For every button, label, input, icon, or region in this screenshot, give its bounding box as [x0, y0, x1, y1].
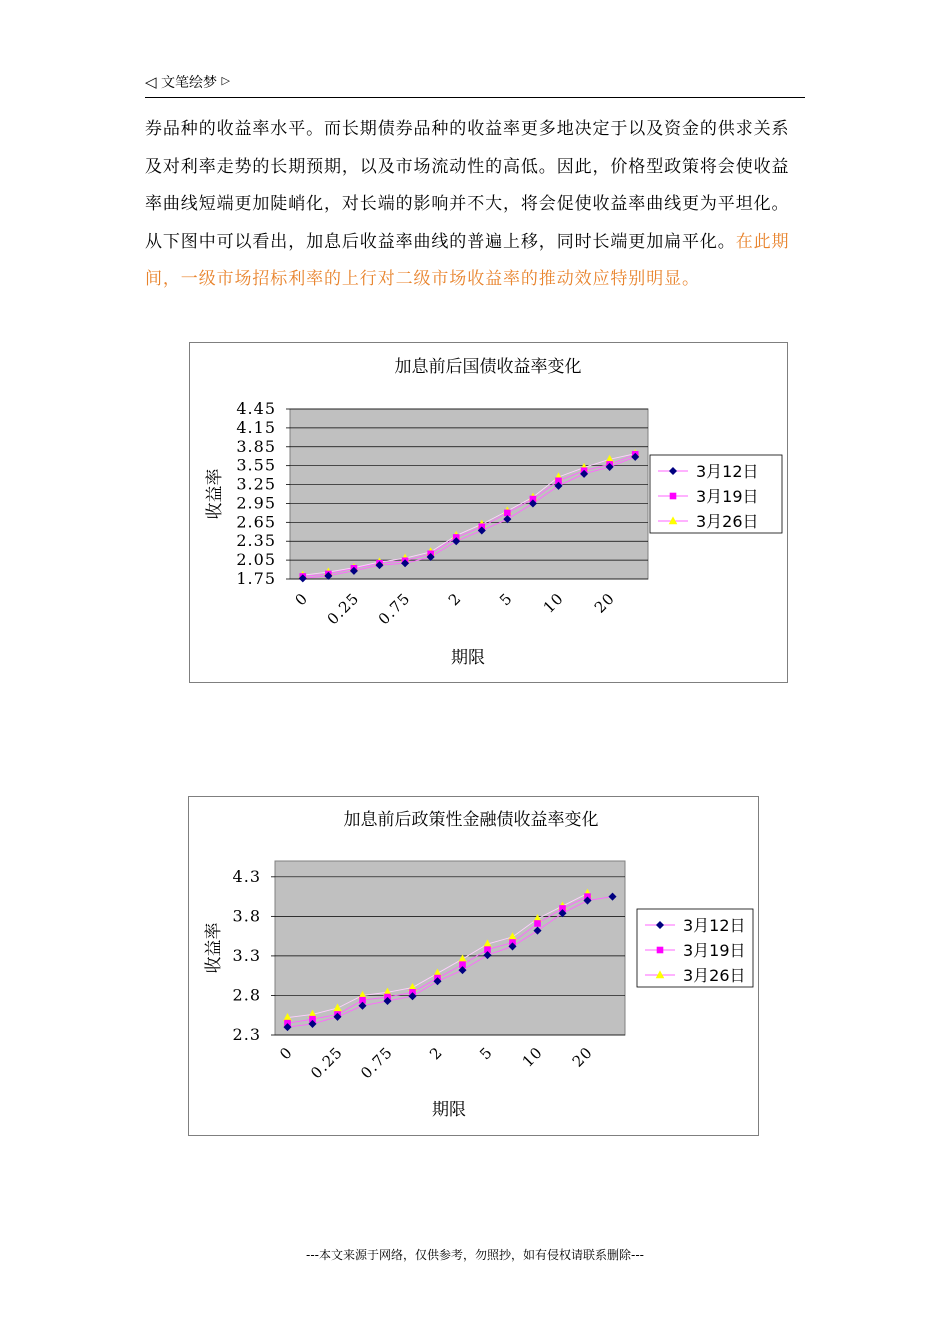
header-divider	[145, 97, 805, 98]
x-tick-label: 0.25	[323, 589, 363, 629]
legend-label: 3月19日	[696, 487, 759, 506]
x-tick-label: 0.75	[357, 1043, 397, 1083]
x-tick-label: 20	[568, 1043, 597, 1071]
legend-marker	[670, 493, 676, 499]
y-tick-label: 3.8	[232, 906, 261, 926]
triangle-left-icon: ◁	[145, 73, 157, 91]
body-text: 券品种的收益率水平。而长期债券品种的收益率更多地决定于以及资金的供求关系及对利率走势的长期预期，以及市场流动性的高低。因此，价格型政策将会使收益率曲线短端更加陡峭化，对长端的影响并不大，将会促使收益率曲线更为平坦化。从下图中可以看出，加息后收益率曲线的普遍上移，同时长端更加扁平化。	[145, 119, 790, 252]
triangle-right-icon: ▷	[221, 74, 230, 87]
plot-area	[275, 861, 625, 1035]
legend-marker	[657, 947, 663, 953]
x-tick-label: 0.75	[374, 589, 414, 629]
plot-area	[290, 409, 648, 579]
data-point	[504, 510, 510, 516]
y-axis-label: 收益率	[204, 922, 224, 974]
y-tick-label: 2.95	[236, 493, 276, 513]
x-tick-label: 2	[426, 1043, 447, 1064]
x-tick-label: 0	[276, 1043, 297, 1064]
footer-disclaimer: ---本文来源于网络，仅供参考，勿照抄，如有侵权请联系删除---	[306, 1248, 644, 1262]
y-tick-label: 4.3	[232, 866, 261, 886]
y-tick-label: 4.45	[236, 399, 276, 418]
y-tick-label: 2.8	[232, 985, 261, 1005]
page-header	[145, 72, 230, 92]
body-paragraph	[145, 111, 807, 299]
x-axis-label: 期限	[451, 648, 485, 668]
y-tick-label: 2.65	[236, 512, 276, 532]
x-tick-label: 5	[476, 1043, 497, 1064]
y-tick-label: 3.85	[236, 436, 276, 456]
chart-treasury-yield	[189, 342, 788, 683]
header-title: 文笔绘梦	[161, 75, 217, 91]
y-tick-label: 3.55	[236, 455, 276, 475]
y-axis-label: 收益率	[205, 468, 225, 520]
legend-label: 3月12日	[696, 462, 759, 481]
chart-treasury-yield-svg	[190, 343, 787, 682]
y-tick-label: 2.3	[232, 1025, 261, 1044]
y-tick-label: 4.15	[236, 417, 276, 437]
legend-label: 3月26日	[696, 512, 759, 531]
legend-label: 3月12日	[683, 916, 746, 935]
y-tick-label: 3.3	[232, 945, 261, 965]
x-tick-label: 10	[539, 589, 568, 617]
x-tick-label: 0	[291, 589, 312, 610]
x-tick-label: 0.25	[307, 1043, 347, 1083]
chart-policy-bond-yield	[188, 796, 759, 1136]
x-tick-label: 2	[444, 589, 466, 610]
y-tick-label: 3.25	[236, 474, 276, 494]
x-tick-label: 5	[495, 589, 517, 610]
x-tick-label: 10	[518, 1043, 547, 1071]
data-point	[535, 920, 541, 926]
chart-title: 加息前后国债收益率变化	[394, 357, 582, 377]
x-tick-label: 20	[590, 589, 619, 617]
legend-label: 3月19日	[683, 941, 746, 960]
legend-label: 3月26日	[683, 966, 746, 985]
highlighted-text: 在此期间，一级市场招标利率的上行对二级市场收益率的推动效应特别明显。	[145, 231, 790, 289]
x-axis-label: 期限	[432, 1100, 466, 1120]
chart-policy-bond-yield-svg	[189, 797, 758, 1135]
y-tick-label: 1.75	[236, 569, 276, 588]
y-tick-label: 2.05	[236, 550, 276, 570]
chart-title: 加息前后政策性金融债收益率变化	[343, 810, 599, 830]
y-tick-label: 2.35	[236, 531, 276, 551]
